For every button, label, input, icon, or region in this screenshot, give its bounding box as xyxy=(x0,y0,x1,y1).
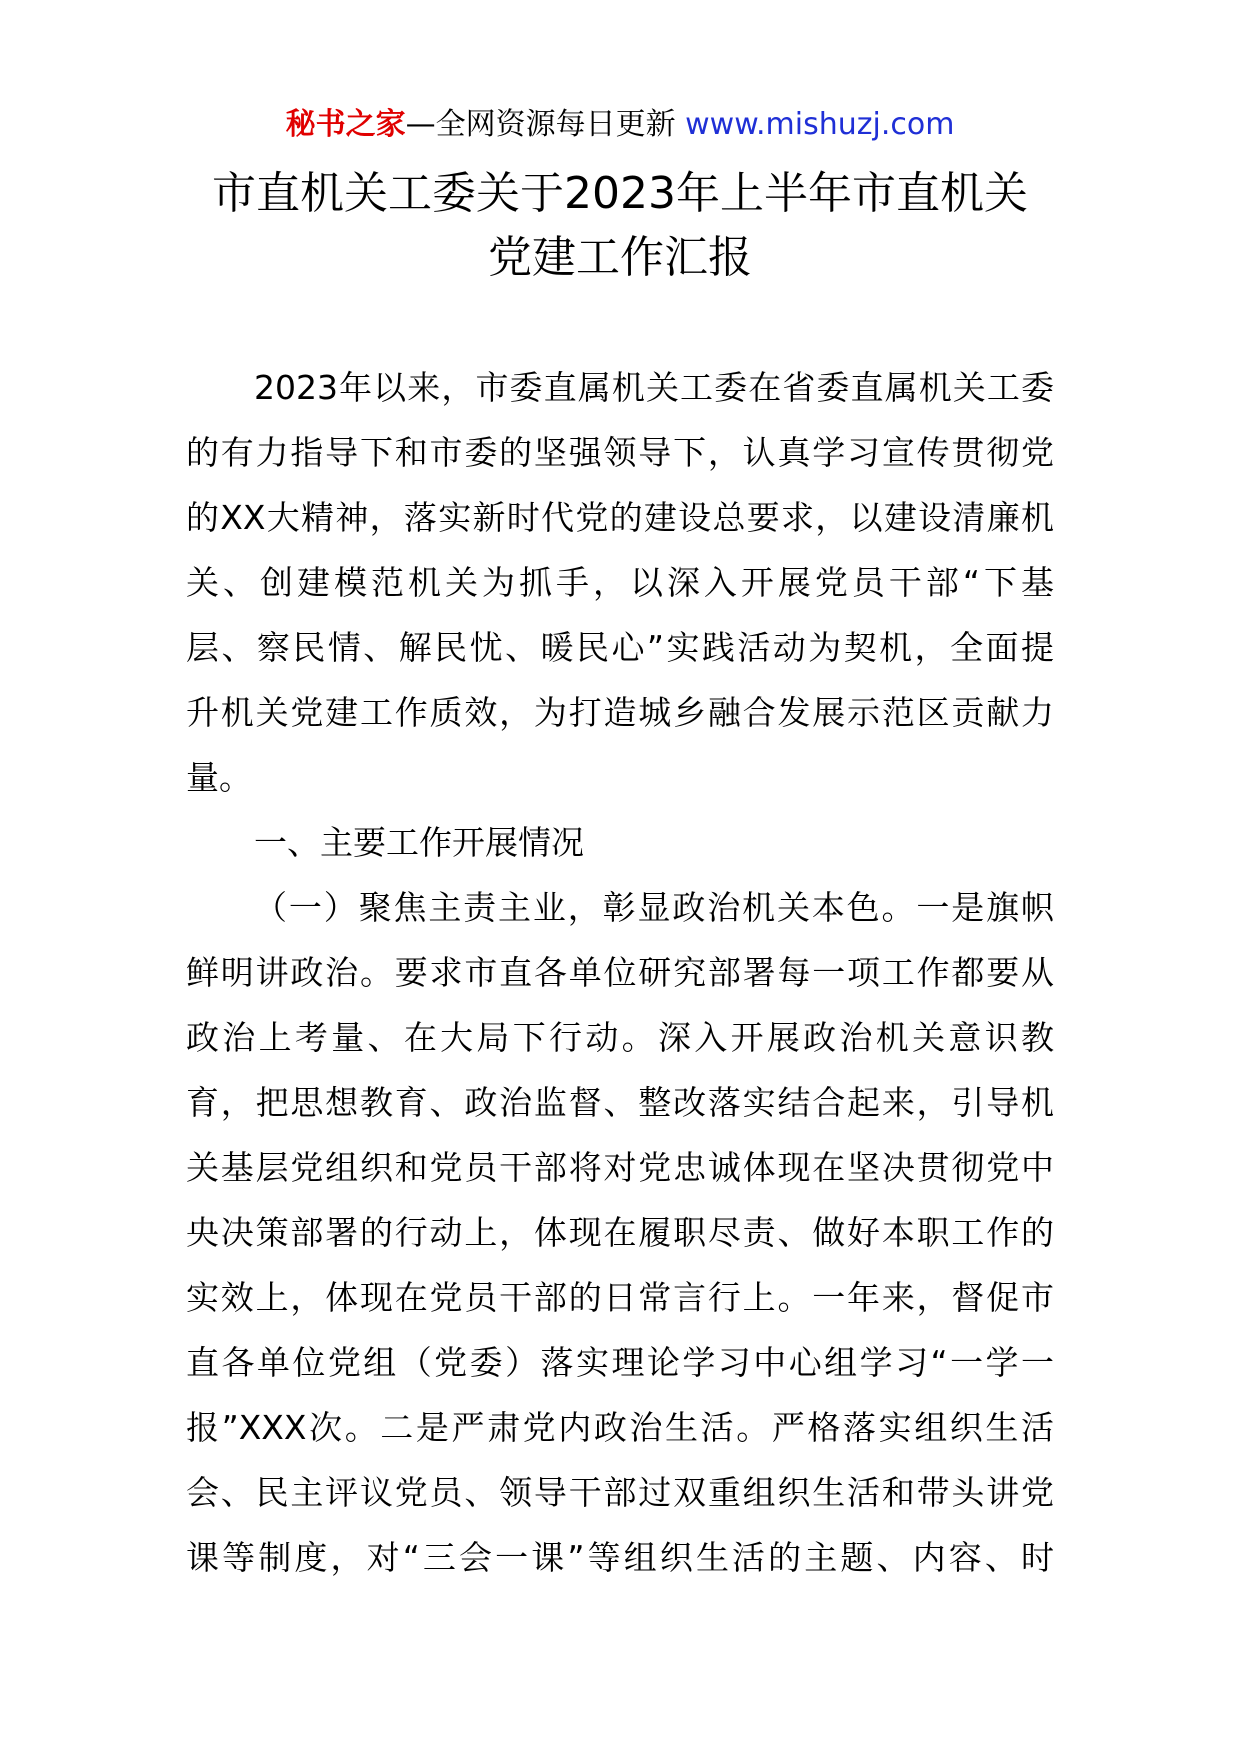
site-url-link[interactable]: www.mishuzj.com xyxy=(685,107,955,142)
paragraph-line: 报”XXX次。二是严肃党内政治生活。严格落实组织生活 xyxy=(186,1408,1054,1447)
paragraph-line: 育，把思想教育、政治监督、整改落实结合起来，引导机 xyxy=(186,1083,1054,1122)
section-heading: 一、主要工作开展情况 xyxy=(254,823,584,862)
brand-name: 秘书之家 xyxy=(285,107,406,142)
paragraph-line: 2023年以来，市委直属机关工委在省委直属机关工委 xyxy=(254,368,1054,407)
paragraph-line: 关基层党组织和党员干部将对党忠诚体现在坚决贯彻党中 xyxy=(186,1148,1054,1187)
paragraph-line: 的XX大精神，落实新时代党的建设总要求，以建设清廉机 xyxy=(186,498,1054,537)
paragraph-line: 央决策部署的行动上，体现在履职尽责、做好本职工作的 xyxy=(186,1213,1054,1252)
paragraph-line: 实效上，体现在党员干部的日常言行上。一年来，督促市 xyxy=(186,1278,1054,1317)
title-line-1: 市直机关工委关于2023年上半年市直机关 xyxy=(212,168,1028,219)
title-line-2: 党建工作汇报 xyxy=(488,232,752,283)
paragraph-line: （一）聚焦主责主业，彰显政治机关本色。一是旗帜 xyxy=(254,888,1054,927)
document-title xyxy=(160,162,1080,290)
header-tagline: —全网资源每日更新 xyxy=(405,107,676,142)
paragraph-line: 层、察民情、解民忧、暖民心”实践活动为契机，全面提 xyxy=(186,628,1054,667)
site-header xyxy=(0,100,1240,150)
paragraph-line: 会、民主评议党员、领导干部过双重组织生活和带头讲党 xyxy=(186,1473,1054,1512)
paragraph-line: 关、创建模范机关为抓手，以深入开展党员干部“下基 xyxy=(186,563,1054,602)
paragraph-line: 量。 xyxy=(186,758,252,797)
paragraph-line: 政治上考量、在大局下行动。深入开展政治机关意识教 xyxy=(186,1018,1054,1057)
paragraph-line: 鲜明讲政治。要求市直各单位研究部署每一项工作都要从 xyxy=(186,953,1054,992)
paragraph-line: 直各单位党组（党委）落实理论学习中心组学习“一学一 xyxy=(186,1343,1054,1382)
document-body xyxy=(186,355,1054,1590)
paragraph-line: 的有力指导下和市委的坚强领导下，认真学习宣传贯彻党 xyxy=(186,433,1054,472)
paragraph-line: 课等制度，对“三会一课”等组织生活的主题、内容、时 xyxy=(186,1538,1054,1577)
paragraph-line: 升机关党建工作质效，为打造城乡融合发展示范区贡献力 xyxy=(186,693,1054,732)
